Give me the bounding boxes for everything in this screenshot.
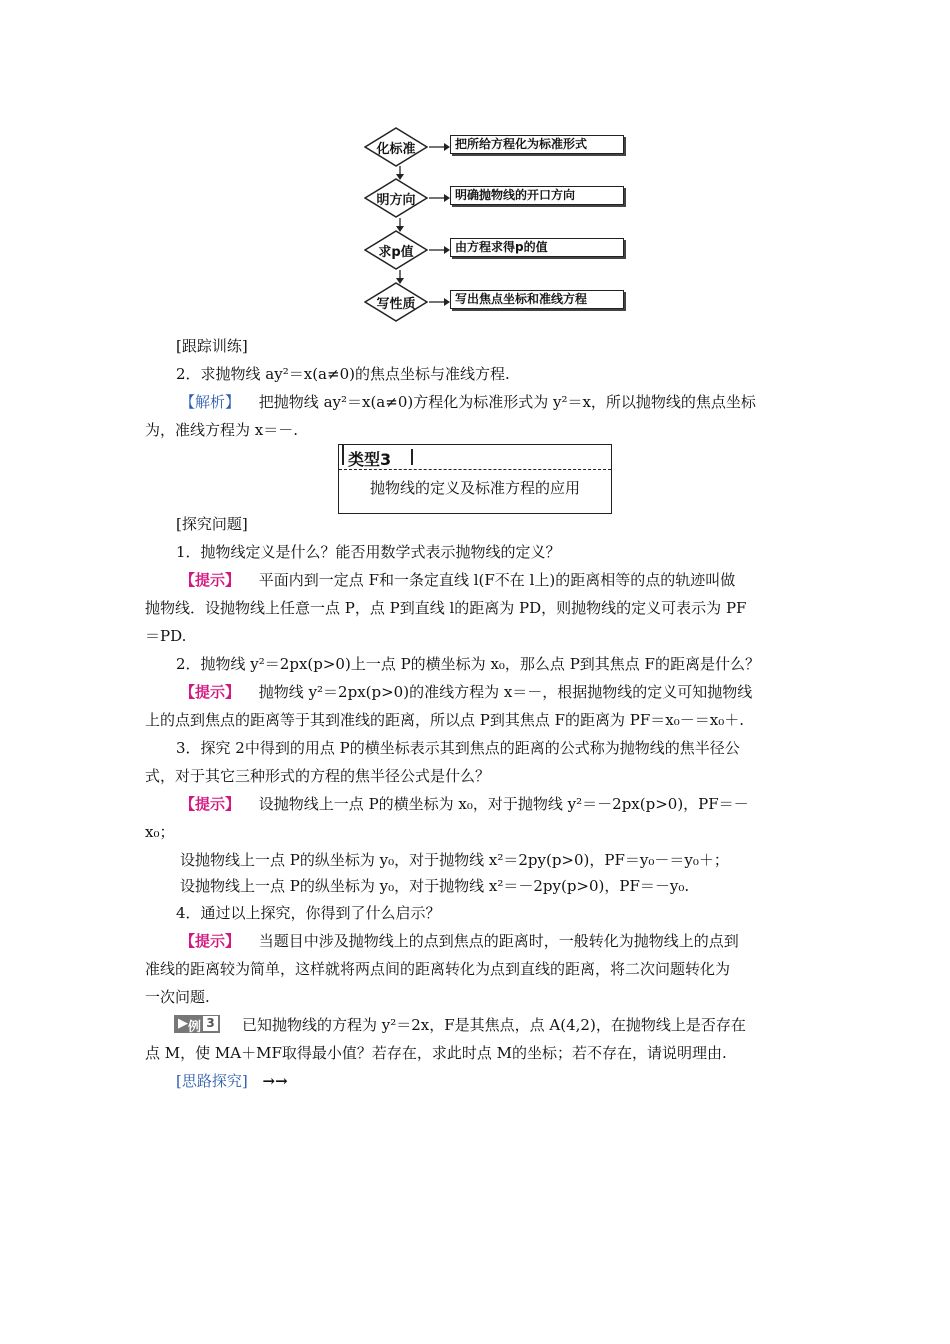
- hint-line: 抛物线．设抛物线上任意一点 P，点 P到直线 l的距离为 PD，则抛物线的定义可表示为 PF: [145, 599, 747, 617]
- divider: [411, 449, 413, 465]
- hint-line-4: [180, 931, 845, 951]
- arrow-right-icon: [429, 142, 450, 152]
- practice-question: 2．求抛物线 ay²＝x(a≠0)的焦点坐标与准线方程.: [176, 365, 510, 383]
- hint-line-2: [180, 682, 845, 702]
- flow-action-4: 写出焦点坐标和准线方程: [450, 290, 624, 309]
- explore-question-3: 3．探究 2中得到的用点 P的横坐标表示其到焦点的距离的公式称为抛物线的焦半径公: [176, 739, 740, 757]
- section-title: 抛物线的定义及标准方程的应用: [369, 479, 580, 497]
- section-type-box: [338, 444, 612, 514]
- hint-line: ＝PD.: [145, 627, 187, 645]
- arrow-right-icon: [429, 297, 450, 307]
- analysis-tag: 【解析】: [180, 393, 241, 411]
- hint-text: 当题目中涉及抛物线上的点到焦点的距离时，一般转化为抛物线上的点到: [258, 932, 739, 950]
- hint-tag: 【提示】: [180, 795, 241, 813]
- explore-question-4: 4．通过以上探究，你得到了什么启示？: [176, 904, 441, 922]
- answer-line-2: 为，准线方程为 x＝－.: [145, 421, 298, 439]
- flow-step-label: 明方向: [376, 192, 416, 208]
- example-line-2: 点 M，使 MA＋MF取得最小值？若存在，求此时点 M的坐标；若不存在，请说明理由.: [145, 1044, 727, 1062]
- section-type-header: [339, 445, 611, 470]
- explore-question-2: 2．抛物线 y²＝2px(p>0)上一点 P的横坐标为 x₀，那么点 P到其焦点 F的距离是什么？: [176, 655, 760, 673]
- hint-tag: 【提示】: [180, 932, 241, 950]
- think-tag: [思路探究]: [176, 1072, 248, 1090]
- hint-line: 设抛物线上一点 P的纵坐标为 y₀，对于抛物线 x²＝2py(p>0)，PF＝y₀－＝y₀＋；: [180, 851, 729, 869]
- flow-step-4: [364, 282, 428, 322]
- flow-step-label: 求p值: [378, 244, 414, 260]
- hint-line-1: [180, 570, 845, 590]
- flow-step-1: [364, 127, 428, 167]
- think-line: [176, 1071, 841, 1091]
- explore-header: [探究问题]: [176, 515, 248, 533]
- hint-line: 设抛物线上一点 P的纵坐标为 y₀，对于抛物线 x²＝－2py(p>0)，PF＝－y₀.: [180, 877, 690, 895]
- hint-line: x₀；: [145, 823, 175, 841]
- arrow-right-icon: [429, 245, 450, 255]
- hint-text: 设抛物线上一点 P的横坐标为 x₀，对于抛物线 y²＝－2px(p>0)，PF＝－: [258, 795, 749, 813]
- flow-step-2: [364, 178, 428, 218]
- arrow-right-icon: [429, 193, 450, 203]
- hint-tag: 【提示】: [180, 683, 241, 701]
- flow-action-1: 把所给方程化为标准形式: [450, 135, 624, 154]
- hint-text: 平面内到一定点 F和一条定直线 l(F不在 l上)的距离相等的点的轨迹叫做: [258, 571, 736, 589]
- hint-line: 上的点到焦点的距离等于其到准线的距离，所以点 P到其焦点 F的距离为 PF＝x₀－＝x₀＋.: [145, 711, 745, 729]
- practice-header: [跟踪训练]: [176, 337, 248, 355]
- hint-line: 准线的距离较为简单，这样就将两点间的距离转化为点到直线的距离，将二次问题转化为: [145, 960, 731, 978]
- flow-action-3: 由方程求得p的值: [450, 238, 624, 257]
- example-badge: [174, 1015, 220, 1033]
- divider: [342, 445, 344, 465]
- example-line-1: 已知抛物线的方程为 y²＝2x，F是其焦点，点 A(4,2)，在抛物线上是否存在: [242, 1016, 746, 1034]
- flow-step-label: 化标准: [376, 141, 416, 157]
- flow-step-3: [364, 230, 428, 270]
- answer-line-1: [180, 392, 845, 412]
- explore-question-3-cont: 式，对于其它三种形式的方程的焦半径公式是什么？: [145, 767, 491, 785]
- arrows-icon: →→: [262, 1072, 288, 1090]
- play-icon: ▶: [178, 1016, 188, 1031]
- hint-text: 抛物线 y²＝2px(p>0)的准线方程为 x＝－，根据抛物线的定义可知抛物线: [258, 683, 753, 701]
- example-number: 3: [203, 1016, 218, 1031]
- section-type-label: 类型3: [348, 450, 392, 469]
- flow-step-label: 写性质: [376, 296, 416, 312]
- hint-line: 一次问题.: [145, 988, 210, 1006]
- hint-line-3: [180, 794, 845, 814]
- answer-text: 把抛物线 ay²＝x(a≠0)方程化为标准形式为 y²＝x，所以抛物线的焦点坐标: [258, 393, 756, 411]
- explore-question-1: 1．抛物线定义是什么？能否用数学式表示抛物线的定义？: [176, 543, 561, 561]
- flow-action-2: 明确抛物线的开口方向: [450, 186, 624, 205]
- example-label: 例: [188, 1020, 202, 1035]
- hint-tag: 【提示】: [180, 571, 241, 589]
